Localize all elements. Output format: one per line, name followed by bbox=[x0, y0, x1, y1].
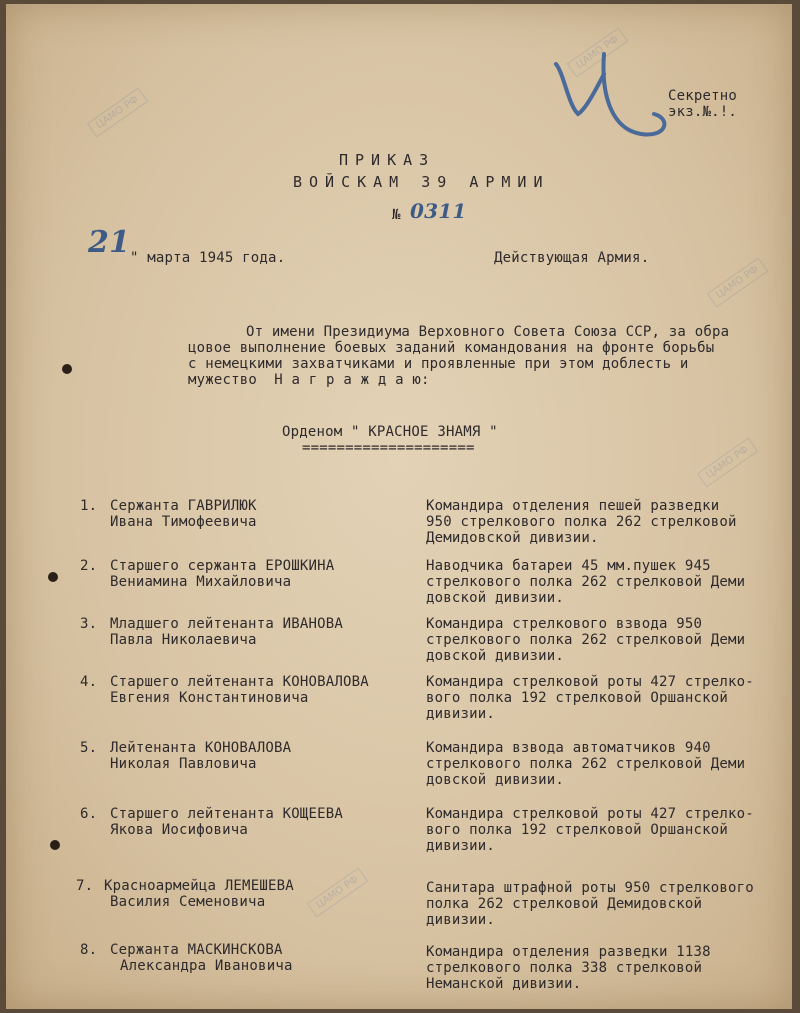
awardee-first-names: Александра Ивановича bbox=[120, 958, 293, 974]
date-day: 21 bbox=[88, 225, 131, 260]
archive-watermark: ЦАМО РФ bbox=[707, 257, 768, 307]
awardee-position-line: стрелкового полка 338 стрелковой bbox=[426, 960, 703, 976]
awardee-rank-name: Сержанта ГАВРИЛЮК bbox=[110, 498, 257, 514]
awardee-first-names: Якова Иосифовича bbox=[110, 822, 249, 838]
archive-watermark: ЦАМО РФ bbox=[567, 27, 628, 77]
awardee-position-line: Санитара штрафной роты 950 стрелкового bbox=[426, 880, 754, 896]
handwritten-mark bbox=[526, 34, 676, 164]
awardee-position-line: вого полка 192 стрелковой Оршанской bbox=[426, 822, 729, 838]
awardee-first-names: Ивана Тимофеевича bbox=[110, 514, 257, 530]
preamble-line: с немецкими захватчиками и проявленные при этом доблесть и bbox=[188, 356, 689, 372]
awardee-position-line: 950 стрелкового полка 262 стрелковой bbox=[426, 514, 737, 530]
awardee-position-line: Демидовской дивизии. bbox=[426, 530, 599, 546]
awardee-position-line: дивизии. bbox=[426, 912, 496, 928]
awardee-position-line: вого полка 192 стрелковой Оршанской bbox=[426, 690, 729, 706]
punch-hole bbox=[48, 572, 58, 582]
awardee-position-line: Неманской дивизии. bbox=[426, 976, 582, 992]
awardee-first-names: Вениамина Михайловича bbox=[110, 574, 292, 590]
order-number: 0311 bbox=[410, 199, 467, 223]
punch-hole bbox=[50, 840, 60, 850]
awardee-rank-name: Лейтенанта КОНОВАЛОВА bbox=[110, 740, 292, 756]
awardee-first-names: Василия Семеновича bbox=[110, 894, 266, 910]
awardee-first-names: Евгения Константиновича bbox=[110, 690, 309, 706]
awardee-rank-name: Старшего лейтенанта КОНОВАЛОВА bbox=[110, 674, 369, 690]
awardee-position-line: дивизии. bbox=[426, 838, 496, 854]
awardee-position-line: полка 262 стрелковой Демидовской bbox=[426, 896, 703, 912]
awardee-position-line: стрелкового полка 262 стрелковой Деми bbox=[426, 756, 746, 772]
awardee-position-line: довской дивизии. bbox=[426, 772, 565, 788]
award-heading-underline: ==================== bbox=[302, 440, 475, 456]
awardee-position-line: Командира отделения пешей разведки bbox=[426, 498, 720, 514]
awardee-rank-name: Старшего сержанта ЕРОШКИНА bbox=[110, 558, 335, 574]
archive-watermark: ЦАМО РФ bbox=[87, 87, 148, 137]
awardee-first-names: Павла Николаевича bbox=[110, 632, 257, 648]
awardee-rank-name: Красноармейца ЛЕМЕШЕВА bbox=[104, 878, 294, 894]
awardee-position-line: стрелкового полка 262 стрелковой Деми bbox=[426, 574, 746, 590]
preamble-line: От имени Президиума Верховного Совета Союза ССР, за обра bbox=[246, 324, 730, 340]
preamble-line: мужество Н а г р а ж д а ю: bbox=[188, 372, 430, 388]
awardee-number: 2. bbox=[80, 558, 98, 574]
awardee-number: 4. bbox=[80, 674, 98, 690]
awardee-number: 7. bbox=[76, 878, 94, 894]
awardee-position-line: довской дивизии. bbox=[426, 590, 565, 606]
awardee-position-line: Командира стрелковой роты 427 стрелко- bbox=[426, 806, 754, 822]
awardee-rank-name: Младшего лейтенанта ИВАНОВА bbox=[110, 616, 343, 632]
date-text: " марта 1945 года. bbox=[130, 250, 286, 266]
awardee-first-names: Николая Павловича bbox=[110, 756, 257, 772]
order-number-prefix: № bbox=[392, 207, 401, 223]
awardee-position-line: Командира взвода автоматчиков 940 bbox=[426, 740, 711, 756]
copy-number: экз.№.!. bbox=[668, 104, 738, 120]
punch-hole bbox=[62, 364, 72, 374]
awardee-number: 1. bbox=[80, 498, 98, 514]
awardee-number: 8. bbox=[80, 942, 98, 958]
awardee-rank-name: Сержанта МАСКИНСКОВА bbox=[110, 942, 283, 958]
awardee-position-line: довской дивизии. bbox=[426, 648, 565, 664]
awardee-position-line: стрелкового полка 262 стрелковой Деми bbox=[426, 632, 746, 648]
awardee-number: 6. bbox=[80, 806, 98, 822]
archive-watermark: ЦАМО РФ bbox=[697, 437, 758, 487]
awardee-position-line: Командира стрелкового взвода 950 bbox=[426, 616, 703, 632]
awardee-position-line: дивизии. bbox=[426, 706, 496, 722]
order-subtitle: ВОЙСКАМ 39 АРМИИ bbox=[293, 173, 550, 191]
awardee-number: 5. bbox=[80, 740, 98, 756]
awardee-number: 3. bbox=[80, 616, 98, 632]
awardee-position-line: Наводчика батареи 45 мм.пушек 945 bbox=[426, 558, 711, 574]
preamble-line: цовое выполнение боевых заданий командования на фронте борьбы bbox=[188, 340, 715, 356]
awardee-rank-name: Старшего лейтенанта КОЩЕЕВА bbox=[110, 806, 343, 822]
award-heading: Орденом " КРАСНОЕ ЗНАМЯ " bbox=[282, 424, 498, 440]
awardee-position-line: Командира стрелковой роты 427 стрелко- bbox=[426, 674, 754, 690]
secret-label: Секретно bbox=[668, 88, 738, 104]
order-title: ПРИКАЗ bbox=[339, 151, 436, 169]
awardee-position-line: Командира отделения разведки 1138 bbox=[426, 944, 711, 960]
location-text: Действующая Армия. bbox=[494, 250, 650, 266]
document-page bbox=[6, 4, 792, 1009]
archive-watermark: ЦАМО РФ bbox=[307, 867, 368, 917]
